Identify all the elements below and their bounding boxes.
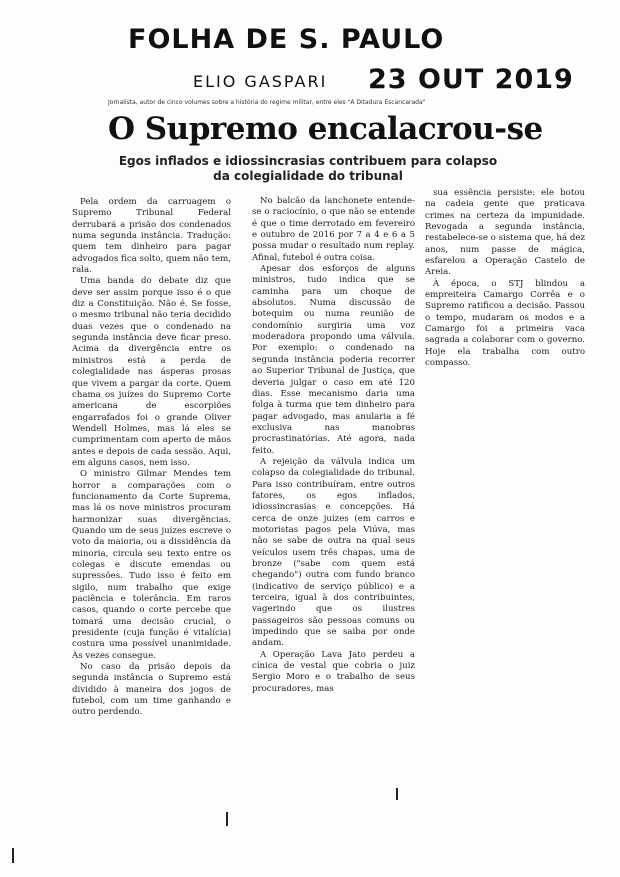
paragraph: No caso da prisão depois da segunda instância o Supremo está dividido à maneira dos jogos de futebol, com um time ganhando e outro perdendo. [72,662,231,718]
article-column-1 [72,197,231,833]
paragraph: Uma banda do debate diz que deve ser assim porque isso é o que diz a Constituição. Não é. Se fosse, o mesmo tribunal não teria decidido duas vezes que o condenado na segunda instância deve ficar preso. Acima da divergência entre os ministros está a perda de colegialidade nas ásperas prosas que vivem a pargar da corte. Quem chama os juízes do Supremo Corte americana de escorpiões engarrafados foi o grande Oliver Wendell Holmes, mas lá eles se cumprimentam com aperto de mãos antes e depois de cada sessão. Aqui, em alguns casos, nem isso. [72,276,231,468]
article-column-3 [425,188,585,418]
paragraph: A Operação Lava Jato perdeu a cínica de vestal que cobria o juiz Sergio Moro e o trabalho de seus procuradores, mas [252,649,415,694]
author-bio: Jornalista, autor de cinco volumes sobre a história do regime militar, entre eles "A Ditadura Escancarada" [108,99,426,106]
paragraph: Pela ordem da carruagem o Supremo Tribunal Federal derrubará a prisão dos condenados numa segunda instância. Tradução: quem tem dinheiro para pagar advogados fica solto, quem não tem, rala. [72,197,231,276]
scan-mark [226,812,228,826]
paragraph: sua essência persiste: ele botou na cadeia gente que praticava crimes na certeza da impunidade. Revogada a segunda instância, restabelece-se o sistema que, há dez anos, num passe de mágica, esfarelou a Operação Castelo de Areia. [425,188,585,278]
paragraph: A rejeição da válvula indica um colapso da colegialidade do tribunal. Para isso contribuíram, entre outros fatores, os egos inflados, idiossincrasias e concepções. Há cerca de onze juízes (em carros e motoristas pagos pela Viúva, mas não se sabe de outra na qual seus veículos usem três chapas, uma de bronze ("sabe com quem está chegando") outra com fundo branco (indicativo de serviço público) e a terceira, igual à dos contribuintes, vagerindo que os ilustres passageiros são pessoas comuns ou impedindo que se saiba por onde andam. [252,456,415,649]
paragraph: O ministro Gilmar Mendes tem horror a comparações com o funcionamento da Corte Suprema, mas lá os nove ministros procuram harmonizar suas divergências. Quando um de seus juízes escreve o voto da maioria, ou a dissidência da minoria, circula seu texto entre os colegas e discute emendas ou supressões. Tudo isso é feito em sigilo, num trabalho que exige paciência e tolerância. Em raros casos, quando o corte percebe que tomará uma decisão crucial, o presidente (cuja função é vitalícia) costura uma possível unanimidade. Às vezes consegue. [72,469,231,661]
paragraph: Apesar dos esforços de alguns ministros, tudo indica que se caminha para um choque de absolutos. Numa discussão de botequim ou numa reunião de condomínio surgiria uma voz moderadora propondo uma válvula. Por exemplo: o condenado na segunda instância poderia recorrer ao Superior Tribunal de Justiça, que deveria julgar o caso em até 120 dias. Esse mecanismo daria uma folga à turma que tem dinheiro para pagar advogado, mas anularia a fé exclusiva nas manobras procrastinatórias. Até agora, nada feito. [252,264,415,456]
author-name: ELIO GASPARI [193,72,328,91]
article-column-2 [252,196,415,814]
paragraph: À época, o STJ blindou a empreiteira Camargo Corrêa e o Supremo ratificou a decisão. Passou o tempo, mudaram os modos e a Camargo foi a primeira vaca sagrada a colaborar com o governo. Hoje ela trabalha com outro compasso. [425,278,585,369]
scan-mark [12,848,14,863]
paragraph: No balcão da lanchonete entende-se o raciocínio, o que não se entende é que o time derrotado em fevereiro e outubro de 2016 por 7 a 4 e 6 a 5 possa mudar o resultado num replay. Afinal, futebol é outra coisa. [252,196,415,263]
subheadline: Egos inflados e idiossincrasias contribuem para colapso da colegialidade do tribunal [118,154,498,183]
newspaper-name: FOLHA DE S. PAULO [128,24,445,55]
headline: O Supremo encalacrou-se [108,111,543,147]
handwritten-date: 23 OUT 2019 [368,64,574,95]
scan-mark [396,788,398,800]
